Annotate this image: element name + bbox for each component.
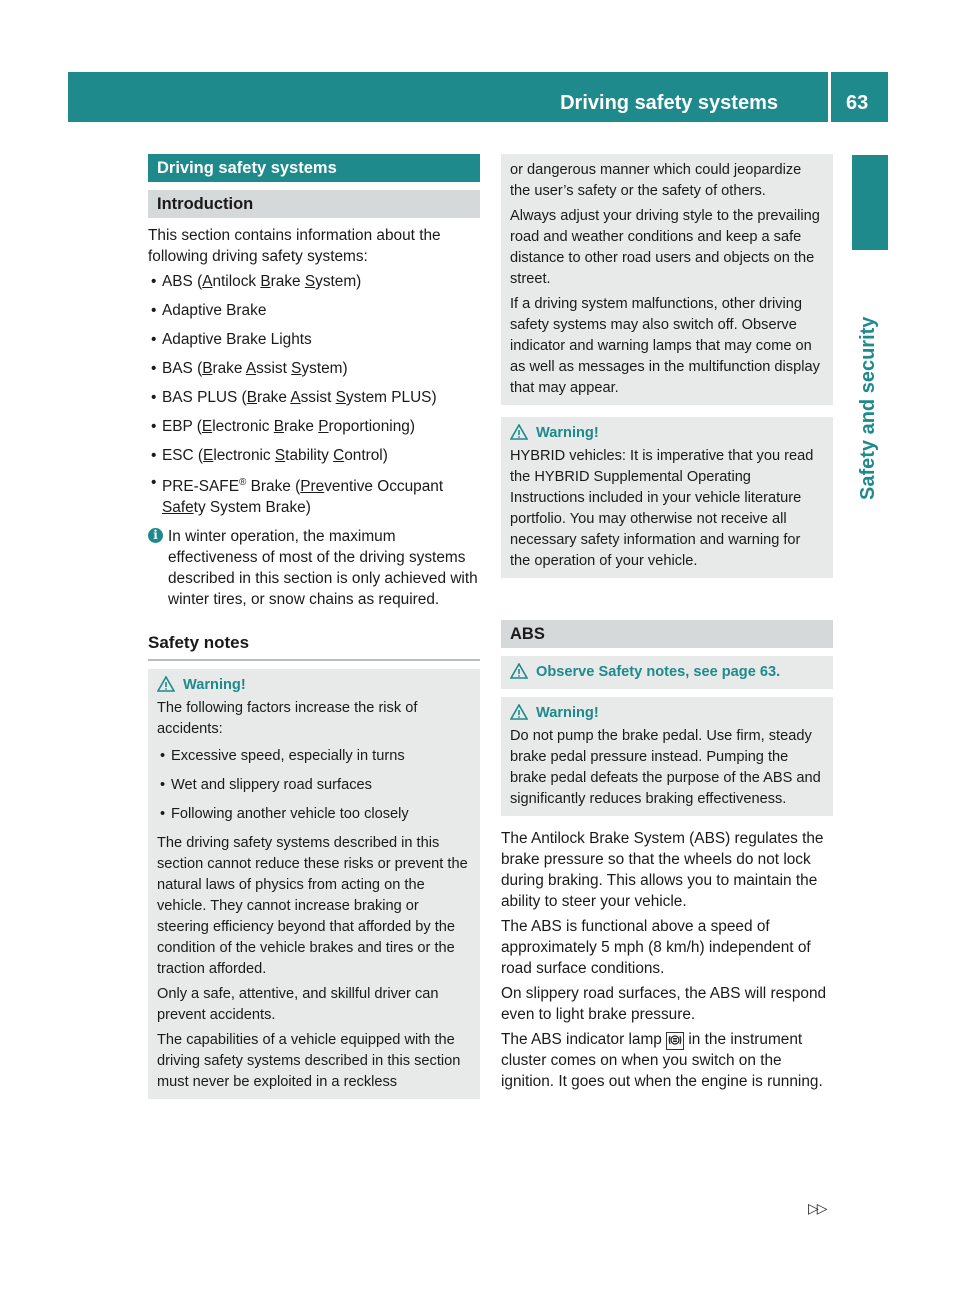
warning-list-item: • Excessive speed, especially in turns [157, 746, 471, 767]
abs-warning-box: Warning! Do not pump the brake pedal. Use firm, steady brake pedal pressure instead. Pumping the brake pedal defeats the purpose of the ABS and significantly reduces braking effectiveness. [501, 697, 833, 816]
warning-triangle-icon [157, 676, 175, 692]
hybrid-warning-box: Warning! HYBRID vehicles: It is imperative that you read the HYBRID Supplemental Operating Instructions included in your vehicle literature portfolio. You may otherwise not receive all necessary safety information and warning for the operation of your vehicle. [501, 417, 833, 578]
page-number: 63 [846, 92, 869, 114]
warning-triangle-icon [510, 424, 528, 440]
intro-text: This section contains information about the following driving safety systems: [148, 227, 441, 265]
abs-paragraph-4: The ABS indicator lamp in the instrument cluster comes on when you switch on the ignition. It goes out when the engine is running. [501, 1031, 823, 1090]
system-item: • Adaptive Brake [148, 300, 480, 321]
warning-list [157, 746, 471, 825]
observe-link[interactable]: Observe Safety notes, see page 63. [536, 664, 781, 680]
systems-list [148, 271, 480, 466]
abs-heading: ABS [501, 620, 833, 648]
side-tab [852, 155, 888, 250]
right-column [501, 154, 833, 1096]
warning-title: Warning! [510, 703, 824, 724]
winter-note: i In winter operation, the maximum effectiveness of most of the driving systems described in this section is only achieved with winter tires, or snow chains as required. [148, 526, 480, 610]
system-item: • EBP (Electronic Brake Proportioning) [148, 416, 480, 437]
warning-title: Warning! [510, 423, 824, 444]
warning-list-item: • Wet and slippery road surfaces [157, 775, 471, 796]
continue-marker: ▷▷ [808, 1200, 826, 1216]
info-icon: i [148, 528, 163, 543]
left-column [148, 154, 480, 1099]
warning-title: Warning! [157, 675, 471, 696]
continued-warning-box: or dangerous manner which could jeopardize the user’s safety or the safety of others. Always adjust your driving style to the prevailing road and weather conditions and keep a safe distance to other road users and objects on the street. If a driving system malfunctions, other driving safety systems may also switch off. Observe indicator and warning lamps that may come on as well as messages in the multifunction display that may appear. [501, 154, 833, 405]
intro-heading: Introduction [148, 190, 480, 218]
system-item: • ESC (Electronic Stability Control) [148, 445, 480, 466]
system-item: • BAS (Brake Assist System) [148, 358, 480, 379]
header-title: Driving safety systems [560, 92, 778, 114]
presafe-item: • PRE-SAFE® Brake (Preventive Occupant Safety System Brake) [148, 472, 480, 518]
observe-box [501, 656, 833, 689]
abs-paragraph-1: The Antilock Brake System (ABS) regulates the brake pressure so that the wheels do not lock during braking. This allows you to maintain the ability to steer your vehicle. [501, 830, 824, 910]
section-title: Driving safety systems [148, 154, 480, 182]
warning-box: Warning! The following factors increase the risk of accidents: • Excessive speed, especially in turns • Wet and slippery road surfaces • Following another vehicle too closely The driving safety systems described in this section cannot reduce these risks or prevent the natural laws of physics from acting on the vehicle. They cannot increase braking or steering efficiency beyond that afforded by the condition of the vehicle brakes and tires or the traction afforded. Only a safe, attentive, and skillful driver can prevent accidents. The capabilities of a vehicle equipped with the driving safety systems described in this section must never be exploited in a reckless [148, 669, 480, 1099]
abs-paragraph-3: On slippery road surfaces, the ABS will respond even to light brake pressure. [501, 985, 827, 1023]
header-separator [828, 72, 831, 122]
warning-list-item: • Following another vehicle too closely [157, 804, 471, 825]
system-item: • BAS PLUS (Brake Assist System PLUS) [148, 387, 480, 408]
warning-triangle-icon [510, 704, 528, 720]
header-bar [68, 72, 888, 122]
warning-triangle-icon [510, 663, 528, 679]
abs-indicator-icon [666, 1032, 684, 1050]
system-item: • Adaptive Brake Lights [148, 329, 480, 350]
abs-paragraph-2: The ABS is functional above a speed of approximately 5 mph (8 km/h) independent of road surface conditions. [501, 918, 811, 977]
system-item: • ABS (Antilock Brake System) [148, 271, 480, 292]
safety-notes-heading: Safety notes [148, 632, 480, 661]
